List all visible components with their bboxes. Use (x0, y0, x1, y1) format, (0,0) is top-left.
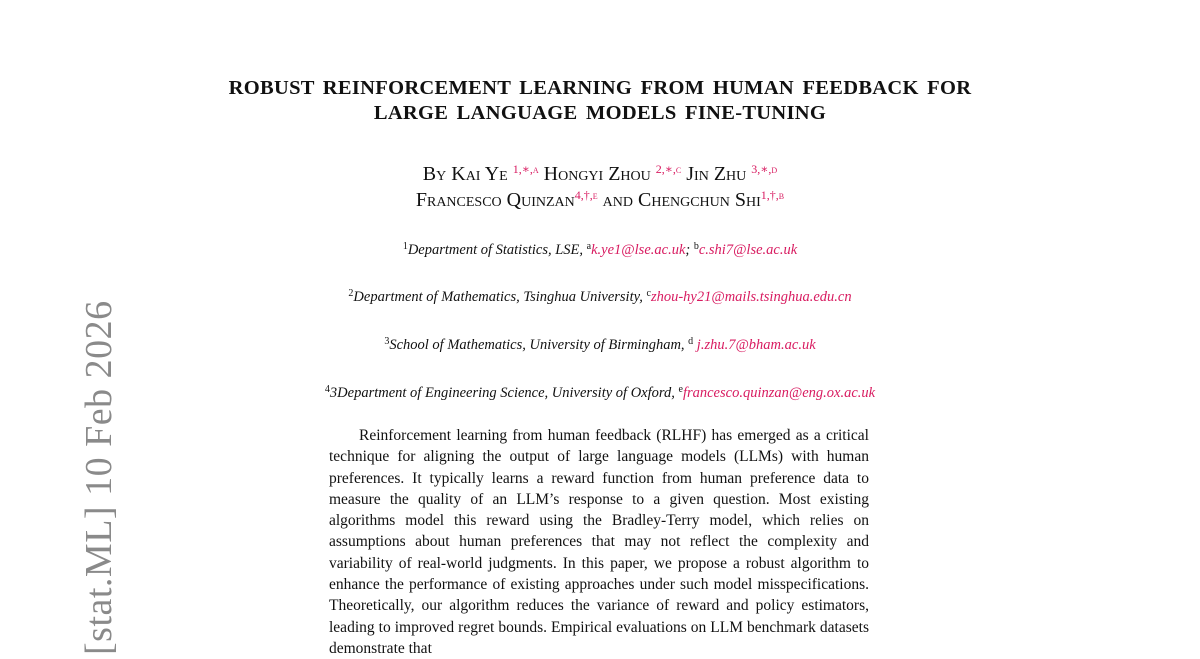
title-line-1: ROBUST REINFORCEMENT LEARNING FROM HUMAN FEEDBACK FOR (228, 77, 972, 99)
author-line-2 (150, 187, 1050, 213)
email-mark: c (646, 288, 651, 299)
author-mark: 2,∗,c (655, 162, 682, 176)
author-mark: 1,†,b (760, 188, 785, 202)
affiliation-number: 2 (348, 288, 354, 299)
affiliation-dept: 3Department of Engineering Science, University of Oxford, (329, 385, 679, 401)
affiliation-3 (150, 336, 1050, 354)
arxiv-stamp: [stat.ML] 10 Feb 2026 (78, 300, 120, 655)
author-name: Kai Ye (451, 163, 508, 185)
affiliation-dept: Department of Statistics, LSE, (407, 242, 587, 258)
email-link[interactable]: zhou-hy21@mails.tsinghua.edu.cn (650, 289, 852, 305)
author-list (150, 161, 1050, 213)
author-name: Francesco Quinzan (415, 189, 575, 211)
email-mark: e (678, 384, 683, 395)
by-word: By (422, 163, 447, 185)
affiliation-number: 4 (324, 384, 330, 395)
email-link[interactable]: c.shi7@lse.ac.uk (698, 242, 798, 258)
author-mark: 1,∗,a (512, 162, 539, 176)
affiliation-dept: School of Mathematics, University of Birmingham, (389, 337, 689, 353)
author-name: Jin Zhu (686, 163, 747, 185)
affiliation-number: 3 (384, 336, 390, 347)
affiliation-1 (150, 241, 1050, 259)
affiliation-4 (150, 384, 1050, 402)
affiliation-2 (150, 288, 1050, 306)
author-mark: 4,†,e (574, 188, 598, 202)
author-name: Hongyi Zhou (543, 163, 651, 185)
author-line-1 (150, 161, 1050, 187)
email-link[interactable]: j.zhu.7@bham.ac.uk (693, 337, 816, 353)
affiliation-dept: Department of Mathematics, Tsinghua University, (353, 289, 647, 305)
title-line-2: LARGE LANGUAGE MODELS FINE-TUNING (373, 102, 827, 124)
author-mark: 3,∗,d (751, 162, 778, 176)
email-mark: d (688, 336, 694, 347)
email-mark: b (693, 241, 699, 252)
abstract-text: Reinforcement learning from human feedback (RLHF) has emerged as a critical technique for aligning the output of large language models (LLMs) with human preferences. It typically learns a reward function from human preference data to measure the quality of an LLM’s response to a given question. Most existing algorithms model this reward using the Bradley-Terry model, which relies on assumptions about human preferences that may not reflect the complexity and variability of real-world judgments. In this paper, we propose a robust algorithm to enhance the performance of existing approaches under such model misspecifications. Theoretically, our algorithm reduces the variance of reward and policy estimators, leading to improved regret bounds. Empirical evaluations on LLM benchmark datasets demonstrate that (329, 427, 869, 657)
email-separator: ; (685, 242, 694, 258)
email-mark: a (586, 241, 592, 252)
affiliation-number: 1 (402, 241, 408, 252)
author-name: Chengchun Shi (638, 189, 761, 211)
email-link[interactable]: francesco.quinzan@eng.ox.ac.uk (682, 385, 876, 401)
and-word: and (602, 189, 633, 211)
email-link[interactable]: k.ye1@lse.ac.uk (591, 242, 686, 258)
paper-title (150, 76, 1050, 126)
